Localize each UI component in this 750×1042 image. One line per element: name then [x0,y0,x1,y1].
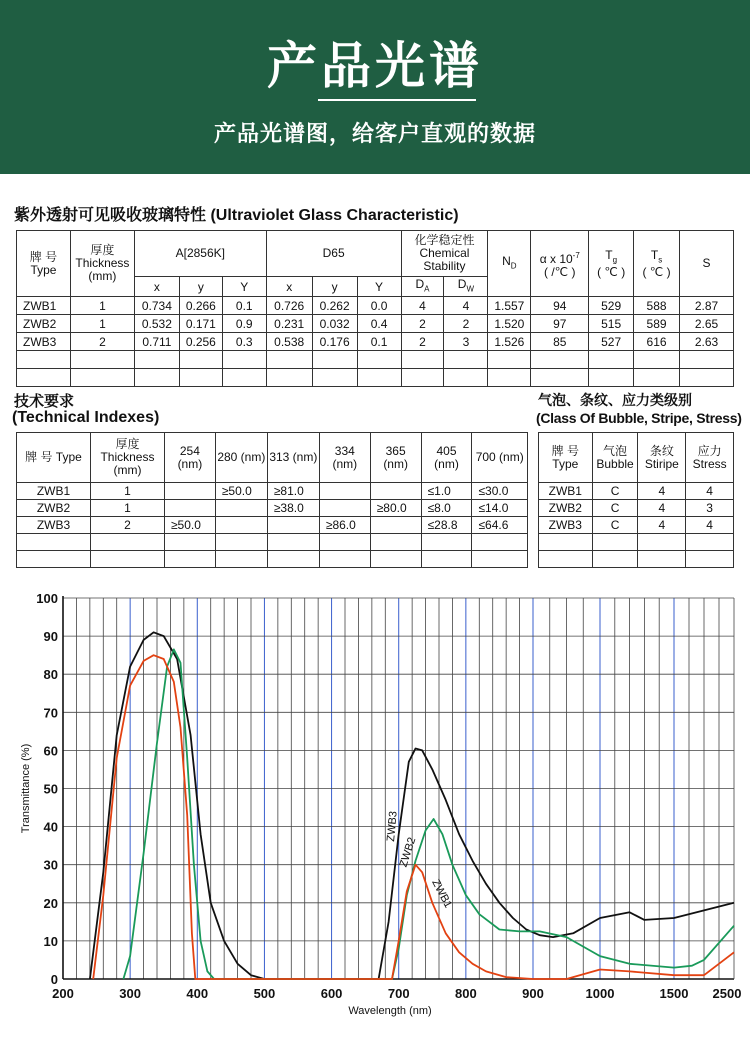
empty-cell [266,351,312,369]
empty-cell [215,534,267,551]
table-cell: 2.65 [680,315,734,333]
empty-cell [357,369,401,387]
table-cell: ≤14.0 [472,500,528,517]
table-cell: 2 [401,333,444,351]
tech-section-title-cn: 技术要求 [14,393,75,410]
header-cell: 313 (nm) [267,433,319,483]
table-cell: 4 [444,297,488,315]
table-cell: 0.1 [222,297,266,315]
table-cell: 1 [70,315,134,333]
table-row [17,483,528,500]
y-tick-label: 60 [43,743,58,759]
row-type-cell: ZWB2 [17,500,91,517]
header-cell: 700 (nm) [472,433,528,483]
row-type-cell: ZWB2 [17,315,71,333]
tech-table-body [17,483,528,568]
table-cell: 1.557 [488,297,531,315]
y-tick-label: 30 [43,857,58,873]
empty-cell [319,551,370,568]
empty-cell [319,534,370,551]
x-tick-label: 500 [253,986,276,1001]
header-cell: 365 (nm) [370,433,421,483]
uv-characteristic-table [16,230,734,387]
y-tick-label: 50 [43,781,58,797]
header-s: S [680,231,734,297]
empty-cell [531,351,589,369]
x-tick-label: 200 [52,986,74,1001]
series-label-zwb2: ZWB2 [397,835,419,869]
table-cell: 3 [444,333,488,351]
table-cell [267,517,319,534]
table-row [17,500,528,517]
table-cell: 616 [634,333,680,351]
bubble-table-body [539,483,734,568]
table-cell [215,500,267,517]
header-a-Y: Y [222,277,266,297]
empty-cell [680,369,734,387]
row-type-cell: ZWB1 [539,483,593,500]
header-cell: 牌 号 Type [17,433,91,483]
header-cell: 254 (nm) [164,433,215,483]
table-cell: 4 [686,517,734,534]
empty-cell [421,551,472,568]
empty-cell [444,369,488,387]
table-cell: 1 [90,483,164,500]
table-cell: 529 [589,297,634,315]
title-divider [318,99,476,101]
header-chemical-stability: 化学稳定性 Chemical Stability [401,231,488,277]
table-cell: 85 [531,333,589,351]
empty-cell [488,351,531,369]
empty-cell [267,534,319,551]
empty-cell [90,534,164,551]
table-cell: 1.520 [488,315,531,333]
empty-cell [592,534,638,551]
table-cell: C [592,483,638,500]
table-row [17,517,528,534]
series-label-zwb1: ZWB1 [429,877,455,911]
header-ts: $T_s$ ( ℃ ) [634,231,680,297]
table-cell: 515 [589,315,634,333]
y-tick-label: 0 [50,972,58,987]
y-tick-label: 80 [43,667,58,683]
empty-cell [634,369,680,387]
x-tick-label: 2500 [712,986,742,1001]
table-row [17,315,734,333]
table-cell: 4 [638,517,686,534]
empty-cell [488,369,531,387]
table-cell: 0.711 [134,333,179,351]
empty-cell [357,351,401,369]
empty-cell [472,551,528,568]
table-cell: 2 [401,315,444,333]
table-cell [164,500,215,517]
table-cell: 0.256 [179,333,222,351]
uv-section-title: 紫外透射可见吸收玻璃特性 (Ultraviolet Glass Characteristic) [14,207,459,224]
empty-cell [589,369,634,387]
empty-row [539,534,734,551]
table-cell: 0.9 [222,315,266,333]
empty-cell [70,351,134,369]
header-cell: 280 (nm) [215,433,267,483]
header-d65: D65 [266,231,401,277]
x-tick-label: 700 [387,986,410,1001]
table-cell: ≥50.0 [164,517,215,534]
empty-cell [421,534,472,551]
header-cell: 牌 号 Type [539,433,593,483]
table-cell: 1 [90,500,164,517]
empty-cell [312,369,357,387]
header-da: $D_A$ [401,277,444,297]
header-alpha: α x $10^{-7}$ ( /℃ ) [531,231,589,297]
bubble-header-row [539,433,734,483]
header-d65-x: x [266,277,312,297]
table-cell [370,517,421,534]
series-line-zwb2 [123,649,734,979]
empty-cell [164,534,215,551]
header-dw: $D_W$ [444,277,488,297]
empty-row [17,551,528,568]
tech-header-row [17,433,528,483]
table-cell: 0.538 [266,333,312,351]
table-cell: ≤1.0 [421,483,472,500]
technical-indexes-table [16,432,528,568]
empty-cell [370,534,421,551]
table-row [539,517,734,534]
empty-cell [17,369,71,387]
header-tg: $T_g$ ( ℃ ) [589,231,634,297]
empty-cell [686,551,734,568]
empty-cell [17,351,71,369]
table-cell: ≥81.0 [267,483,319,500]
transmittance-chart [0,582,750,1034]
chart-grid [63,598,734,979]
table-cell [370,483,421,500]
chart-labels [20,591,741,1017]
header-d65-y: y [312,277,357,297]
empty-cell [312,351,357,369]
y-tick-label: 100 [36,591,58,606]
table-cell: 94 [531,297,589,315]
empty-cell [17,551,91,568]
bubble-section-title-en: (Class Of Bubble, Stripe, Stress) [536,410,742,426]
table-cell: 0.4 [357,315,401,333]
empty-cell [179,351,222,369]
table-row [17,333,734,351]
table-cell: 4 [638,483,686,500]
table-cell: ≥50.0 [215,483,267,500]
empty-cell [222,369,266,387]
table-cell: 0.1 [357,333,401,351]
table-cell: 0.3 [222,333,266,351]
empty-row [17,534,528,551]
table-cell: 1.526 [488,333,531,351]
row-type-cell: ZWB2 [539,500,593,517]
y-tick-label: 20 [43,895,58,911]
empty-cell [222,351,266,369]
table-cell: 4 [686,483,734,500]
row-type-cell: ZWB1 [17,297,71,315]
table-cell: ≤30.0 [472,483,528,500]
empty-cell [539,551,593,568]
header-a2856k: A[2856K] [134,231,266,277]
uv-table-body [17,297,734,387]
header-a-y: y [179,277,222,297]
series-label-zwb3: ZWB3 [385,810,400,843]
empty-row [17,351,734,369]
bubble-section-title-cn: 气泡、条纹、应力类级别 [538,392,692,408]
header-cell: 应力 Stress [686,433,734,483]
empty-row [17,369,734,387]
series-line-zwb1 [93,655,734,979]
empty-cell [370,551,421,568]
table-cell: 589 [634,315,680,333]
empty-cell [134,351,179,369]
x-tick-label: 1000 [585,986,615,1001]
empty-cell [401,369,444,387]
page-title: 产品光谱 [267,37,483,95]
table-cell: 0.734 [134,297,179,315]
empty-cell [680,351,734,369]
table-cell: 0.262 [312,297,357,315]
empty-cell [592,551,638,568]
table-cell: 0.032 [312,315,357,333]
page-subtitle: 产品光谱图，给客户直观的数据 [213,122,536,147]
table-cell: 4 [638,500,686,517]
table-cell [215,517,267,534]
row-type-cell: ZWB3 [539,517,593,534]
table-cell: 0.266 [179,297,222,315]
empty-cell [266,369,312,387]
header-cell: 厚度 Thickness (mm) [90,433,164,483]
table-cell: 4 [401,297,444,315]
empty-cell [90,551,164,568]
empty-cell [589,351,634,369]
empty-cell [634,351,680,369]
row-type-cell: ZWB3 [17,517,91,534]
empty-cell [179,369,222,387]
table-cell: C [592,500,638,517]
table-cell: 2 [90,517,164,534]
header-cell: 条纹 Stiripe [638,433,686,483]
table-cell: ≥86.0 [319,517,370,534]
table-cell: 527 [589,333,634,351]
table-cell: 588 [634,297,680,315]
tech-section-title-en: (Technical Indexes) [12,409,160,426]
empty-cell [267,551,319,568]
empty-cell [638,534,686,551]
header-cell: 405 (nm) [421,433,472,483]
empty-cell [70,369,134,387]
empty-cell [215,551,267,568]
empty-row [539,551,734,568]
table-cell: 0.532 [134,315,179,333]
row-type-cell: ZWB3 [17,333,71,351]
empty-cell [472,534,528,551]
y-tick-label: 40 [43,819,58,835]
table-cell: 0.176 [312,333,357,351]
empty-cell [401,351,444,369]
table-cell: C [592,517,638,534]
y-tick-label: 90 [43,629,58,645]
table-cell [319,500,370,517]
header-cell: 气泡 Bubble [592,433,638,483]
x-tick-label: 300 [119,986,141,1001]
table-cell: ≤28.8 [421,517,472,534]
empty-cell [531,369,589,387]
header-thickness: 厚度 Thickness (mm) [70,231,134,297]
table-cell: 0.171 [179,315,222,333]
x-tick-label: 800 [455,986,477,1001]
table-cell [164,483,215,500]
x-tick-label: 400 [186,986,209,1001]
y-tick-label: 10 [43,933,58,949]
row-type-cell: ZWB1 [17,483,91,500]
table-cell: 2.63 [680,333,734,351]
x-tick-label: 600 [320,986,343,1001]
table-cell: 1 [70,297,134,315]
header-a-x: x [134,277,179,297]
empty-cell [638,551,686,568]
header-type: 牌 号 Type [17,231,71,297]
header-cell: 334 (nm) [319,433,370,483]
table-cell: ≤64.6 [472,517,528,534]
table-cell: 0.231 [266,315,312,333]
empty-cell [686,534,734,551]
page-header-banner [0,0,750,174]
table-cell: 2 [70,333,134,351]
header-nd: $N_D$ [488,231,531,297]
empty-cell [164,551,215,568]
table-cell: ≥38.0 [267,500,319,517]
table-cell: 3 [686,500,734,517]
table-cell: ≥80.0 [370,500,421,517]
table-cell: 97 [531,315,589,333]
x-tick-label: 900 [522,986,544,1001]
empty-cell [539,534,593,551]
bubble-stripe-stress-table [538,432,734,568]
x-axis-title: Wavelength (nm) [348,1005,432,1017]
table-cell: 2 [444,315,488,333]
table-row [539,500,734,517]
y-tick-label: 70 [43,705,58,721]
x-tick-label: 1500 [659,986,689,1001]
table-cell: 0.0 [357,297,401,315]
table-row [17,297,734,315]
table-row [539,483,734,500]
header-d65-Y: Y [357,277,401,297]
table-cell: 0.726 [266,297,312,315]
table-cell: 2.87 [680,297,734,315]
empty-cell [134,369,179,387]
y-axis-title: Transmittance (%) [20,743,32,834]
empty-cell [17,534,91,551]
table-cell: ≤8.0 [421,500,472,517]
empty-cell [444,351,488,369]
table-cell [319,483,370,500]
